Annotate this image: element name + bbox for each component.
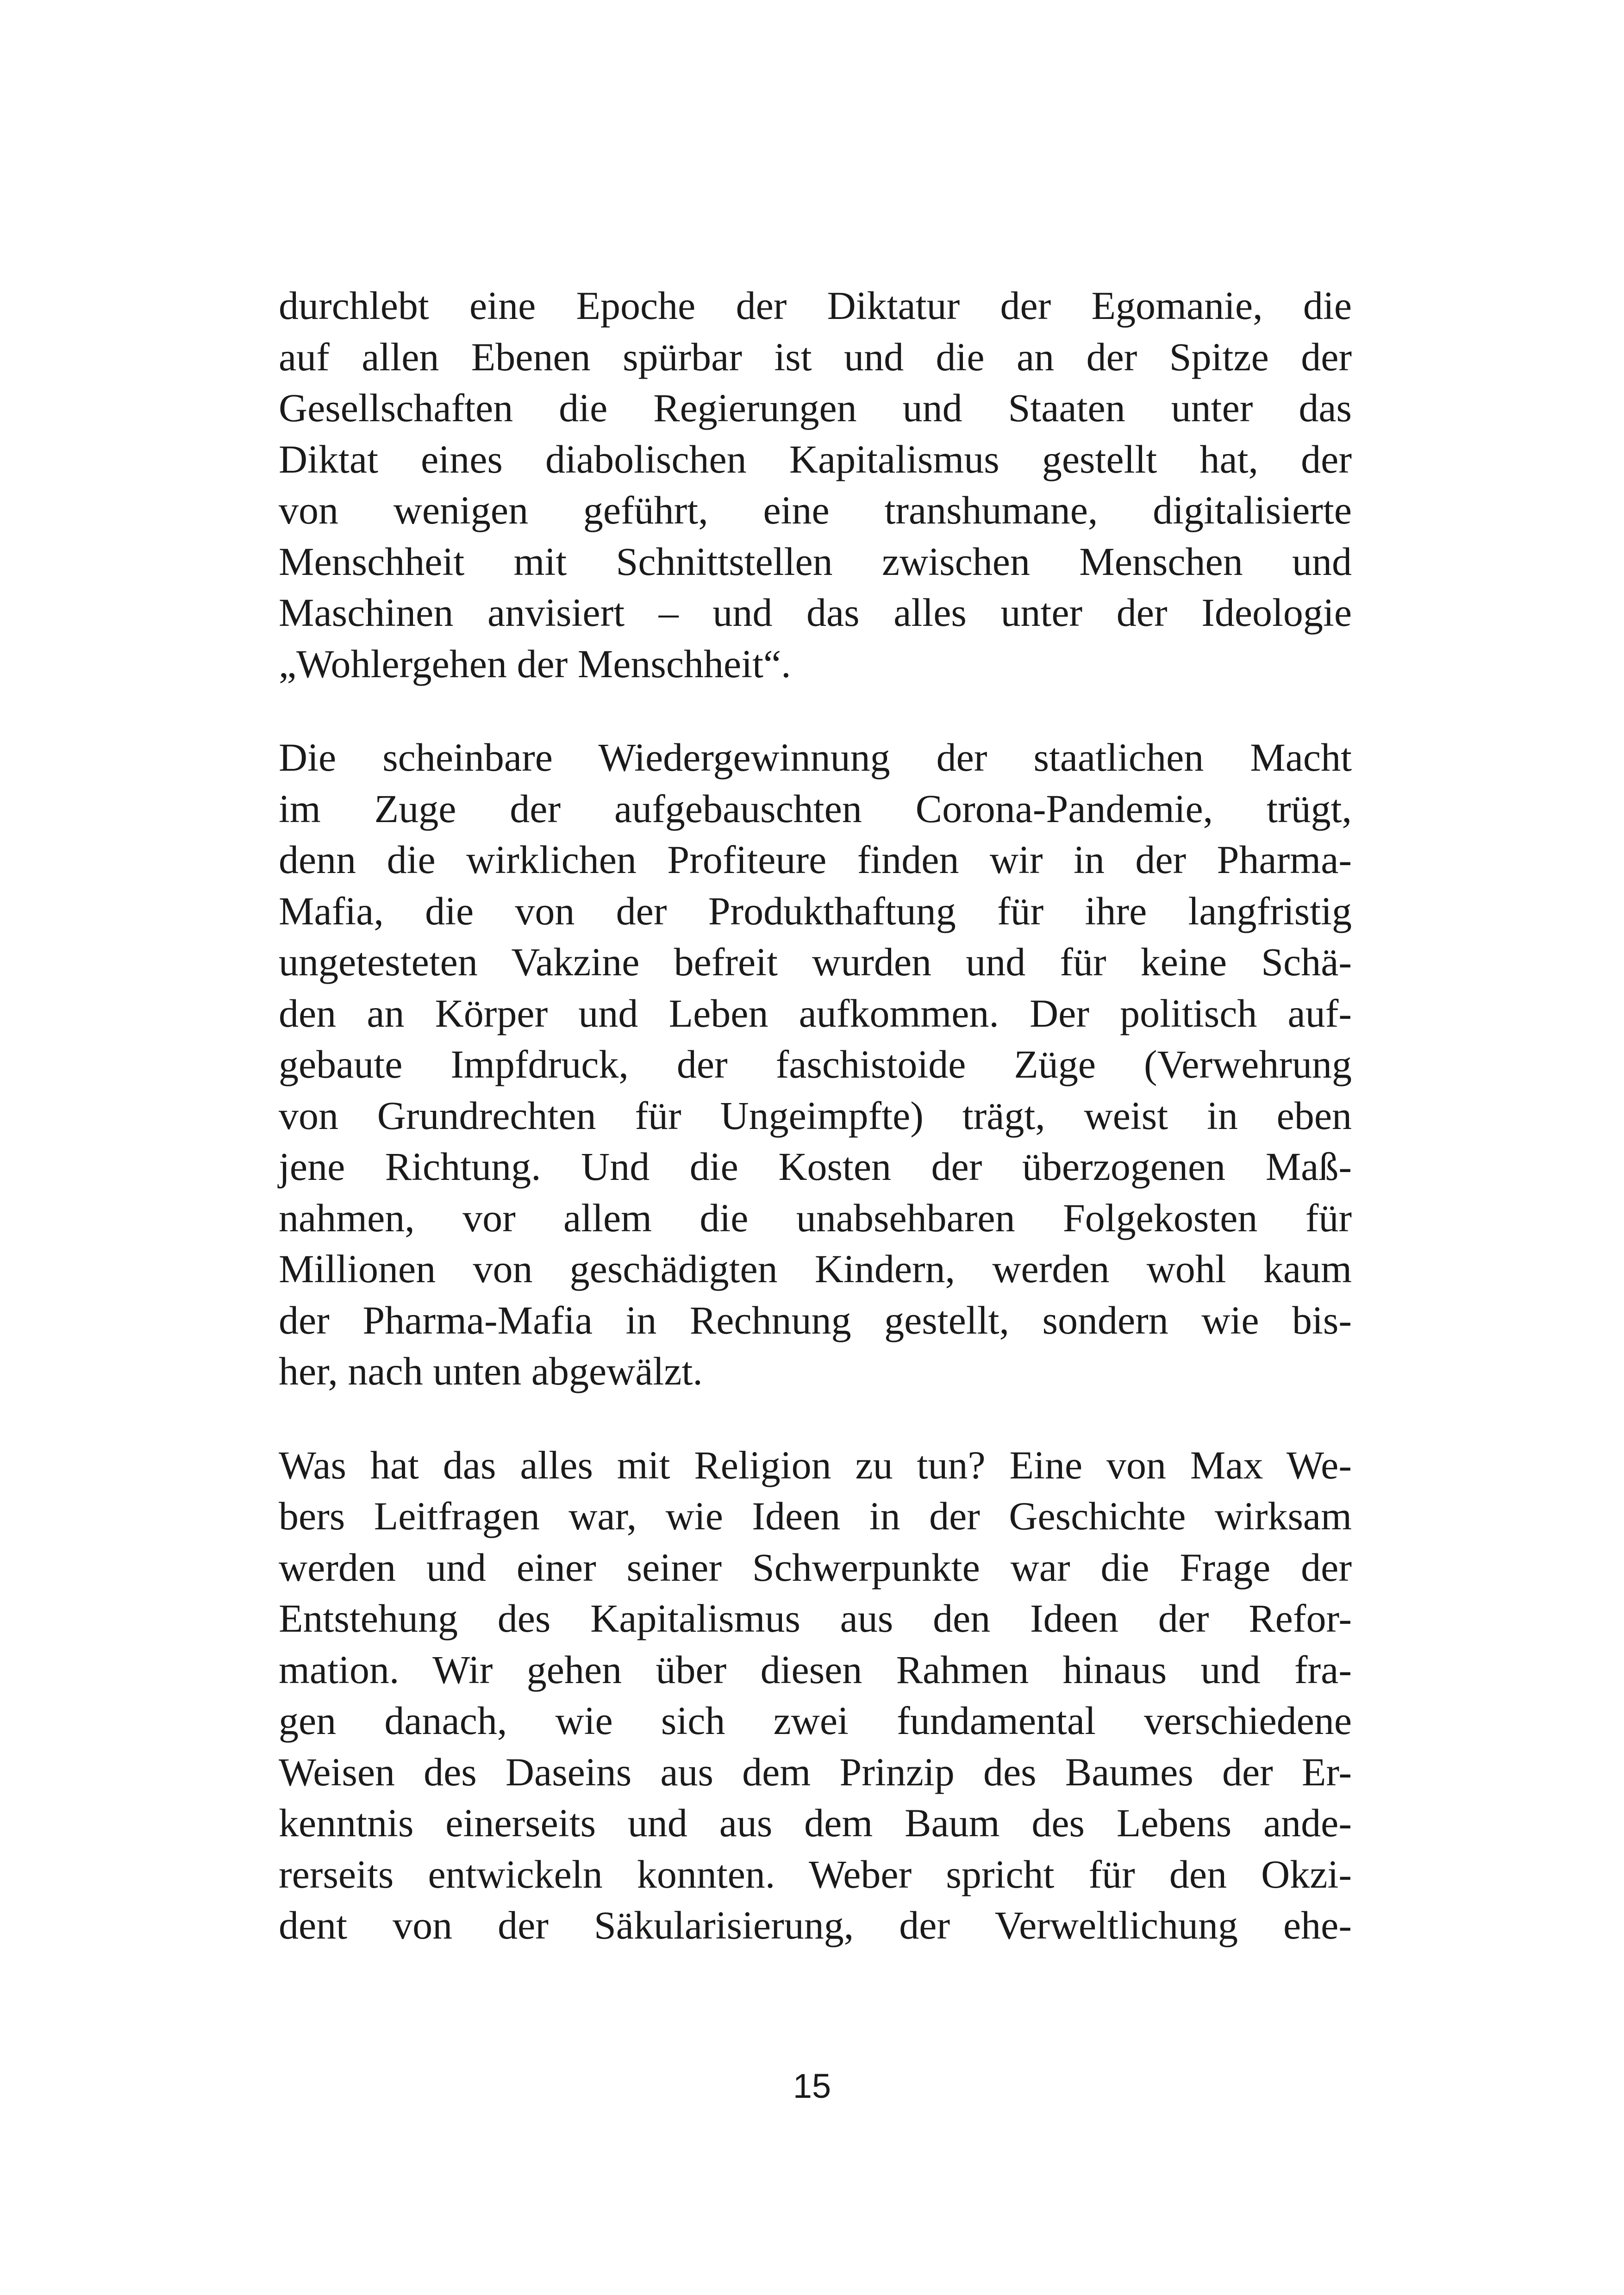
text-line: Menschheit mit Schnittstellen zwischen Menschen und	[279, 539, 1352, 584]
text-line: auf allen Ebenen spürbar ist und die an der Spitze der	[279, 334, 1352, 379]
text-line: gebaute Impfdruck, der faschistoide Züge (Verwehrung	[279, 1042, 1352, 1086]
text-line: gen danach, wie sich zwei fundamental verschiedene	[279, 1698, 1352, 1743]
text-line: Maschinen anvisiert – und das alles unter der Ideologie	[279, 590, 1352, 635]
paragraph-2	[279, 732, 1352, 1397]
text-line: von Grundrechten für Ungeimpfte) trägt, weist in eben	[279, 1093, 1352, 1138]
text-line: Millionen von geschädigten Kindern, werden wohl kaum	[279, 1247, 1352, 1291]
text-line: „Wohlergehen der Menschheit“.	[279, 641, 791, 686]
text-line: Weisen des Daseins aus dem Prinzip des Baumes der Er-	[279, 1749, 1352, 1794]
text-line: kenntnis einerseits und aus dem Baum des Lebens ande-	[279, 1801, 1352, 1845]
text-line: Was hat das alles mit Religion zu tun? Eine von Max We-	[279, 1442, 1352, 1487]
text-line: werden und einer seiner Schwerpunkte war die Frage der	[279, 1545, 1352, 1590]
text-line: Gesellschaften die Regierungen und Staaten unter das	[279, 386, 1352, 430]
text-line: bers Leitfragen war, wie Ideen in der Geschichte wirksam	[279, 1494, 1352, 1538]
text-line: nahmen, vor allem die unabsehbaren Folgekosten für	[279, 1195, 1352, 1240]
text-line: dent von der Säkularisierung, der Verweltlichung ehe-	[279, 1903, 1352, 1947]
body-text	[279, 280, 1352, 1951]
text-line: jene Richtung. Und die Kosten der überzogenen Maß-	[279, 1144, 1352, 1189]
text-line: rerseits entwickeln konnten. Weber spricht für den Okzi-	[279, 1852, 1352, 1896]
text-line: der Pharma-Mafia in Rechnung gestellt, sondern wie bis-	[279, 1297, 1352, 1342]
text-line: ungetesteten Vakzine befreit wurden und für keine Schä-	[279, 940, 1352, 984]
text-line: durchlebt eine Epoche der Diktatur der Egomanie, die	[279, 283, 1352, 328]
paragraph-3	[279, 1440, 1352, 1951]
paragraph-1	[279, 280, 1352, 689]
text-line: denn die wirklichen Profiteure finden wir in der Pharma-	[279, 837, 1352, 882]
text-line: Mafia, die von der Produkthaftung für ihre langfristig	[279, 888, 1352, 933]
text-line: den an Körper und Leben aufkommen. Der politisch auf-	[279, 991, 1352, 1035]
text-line: her, nach unten abgewälzt.	[279, 1349, 703, 1393]
text-line: im Zuge der aufgebauschten Corona-Pandemie, trügt,	[279, 786, 1352, 831]
text-line: von wenigen geführt, eine transhumane, digitalisierte	[279, 488, 1352, 532]
text-line: Entstehung des Kapitalismus aus den Ideen der Refor-	[279, 1596, 1352, 1640]
page-number: 15	[793, 2067, 831, 2105]
text-line: Die scheinbare Wiedergewinnung der staatlichen Macht	[279, 735, 1352, 780]
text-line: mation. Wir gehen über diesen Rahmen hinaus und fra-	[279, 1647, 1352, 1692]
text-line: Diktat eines diabolischen Kapitalismus gestellt hat, der	[279, 437, 1352, 481]
